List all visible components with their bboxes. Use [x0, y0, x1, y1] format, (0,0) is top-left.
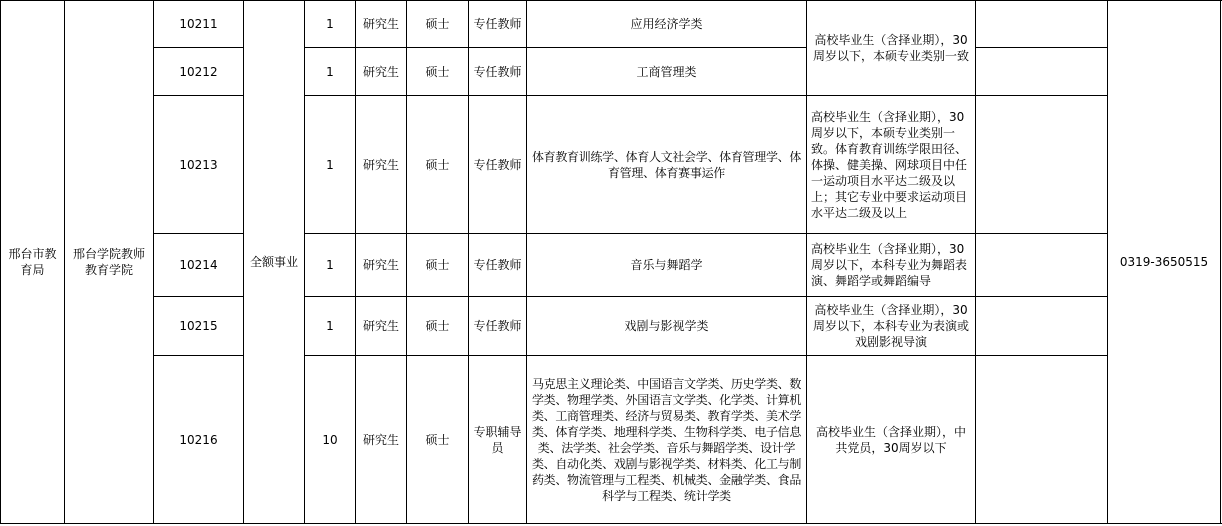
degree-cell: 硕士 — [407, 96, 469, 234]
table-row-10215 — [1, 297, 1222, 356]
degree-cell: 硕士 — [407, 48, 469, 96]
requirements-cell: 高校毕业生（含择业期），中共党员，30周岁以下 — [807, 356, 976, 524]
requirements-cell: 高校毕业生（含择业期），30周岁以下，本科专业为舞蹈表演、舞蹈学或舞蹈编导 — [807, 234, 976, 297]
position-name-cell: 专任教师 — [469, 297, 527, 356]
headcount-cell: 1 — [305, 234, 356, 297]
unit-cell: 邢台学院教师教育学院 — [65, 1, 154, 524]
position-name-cell: 专职辅导员 — [469, 356, 527, 524]
education-cell: 研究生 — [356, 48, 407, 96]
table-row-10213 — [1, 96, 1222, 234]
empty-cell — [976, 297, 1108, 356]
degree-cell: 硕士 — [407, 1, 469, 48]
position-code-cell: 10213 — [154, 96, 244, 234]
phone-cell: 0319-3650515 — [1108, 1, 1221, 524]
headcount-cell: 10 — [305, 356, 356, 524]
position-code-cell: 10214 — [154, 234, 244, 297]
position-code-cell: 10216 — [154, 356, 244, 524]
employer-cell: 邢台市教育局 — [1, 1, 65, 524]
major-cell: 音乐与舞蹈学 — [527, 234, 807, 297]
headcount-cell: 1 — [305, 1, 356, 48]
table-row-10216 — [1, 356, 1222, 524]
position-code-cell: 10212 — [154, 48, 244, 96]
degree-cell: 硕士 — [407, 234, 469, 297]
major-cell: 戏剧与影视学类 — [527, 297, 807, 356]
empty-cell — [976, 48, 1108, 96]
position-code-cell: 10215 — [154, 297, 244, 356]
table-row-10214 — [1, 234, 1222, 297]
major-cell: 马克思主义理论类、中国语言文学类、历史学类、数学类、物理学类、外国语言文学类、化学类、计算机类、工商管理类、经济与贸易类、教育学类、美术学类、体育学类、地理科学类、生物科学类、电子信息类、法学类、社会学类、音乐与舞蹈学类、设计学类、自动化类、戏剧与影视学类、材料类、化工与制药类、物流管理与工程类、机械类、金融学类、食品科学与工程类、统计学类 — [527, 356, 807, 524]
degree-cell: 硕士 — [407, 297, 469, 356]
headcount-cell: 1 — [305, 297, 356, 356]
education-cell: 研究生 — [356, 297, 407, 356]
requirements-cell: 高校毕业生（含择业期），30周岁以下，本硕专业类别一致。体育教育训练学限田径、体操、健美操、网球项目中任一运动项目水平达二级及以上；其它专业中要求运动项目水平达二级及以上 — [807, 96, 976, 234]
empty-cell — [976, 96, 1108, 234]
headcount-cell: 1 — [305, 96, 356, 234]
education-cell: 研究生 — [356, 356, 407, 524]
education-cell: 研究生 — [356, 96, 407, 234]
position-name-cell: 专任教师 — [469, 48, 527, 96]
education-cell: 研究生 — [356, 234, 407, 297]
table-row-10211 — [1, 1, 1222, 48]
position-code-cell: 10211 — [154, 1, 244, 48]
position-name-cell: 专任教师 — [469, 234, 527, 297]
major-cell: 工商管理类 — [527, 48, 807, 96]
education-cell: 研究生 — [356, 1, 407, 48]
requirements-cell: 高校毕业生（含择业期），30周岁以下，本硕专业类别一致 — [807, 1, 976, 96]
headcount-cell: 1 — [305, 48, 356, 96]
empty-cell — [976, 234, 1108, 297]
position-name-cell: 专任教师 — [469, 1, 527, 48]
major-cell: 应用经济学类 — [527, 1, 807, 48]
table-row-10212 — [1, 48, 1222, 96]
empty-cell — [976, 356, 1108, 524]
requirements-cell: 高校毕业生（含择业期），30周岁以下，本科专业为表演或戏剧影视导演 — [807, 297, 976, 356]
funding-type-cell: 全额事业 — [244, 1, 305, 524]
degree-cell: 硕士 — [407, 356, 469, 524]
empty-cell — [976, 1, 1108, 48]
major-cell: 体育教育训练学、体育人文社会学、体育管理学、体育管理、体育赛事运作 — [527, 96, 807, 234]
position-name-cell: 专任教师 — [469, 96, 527, 234]
